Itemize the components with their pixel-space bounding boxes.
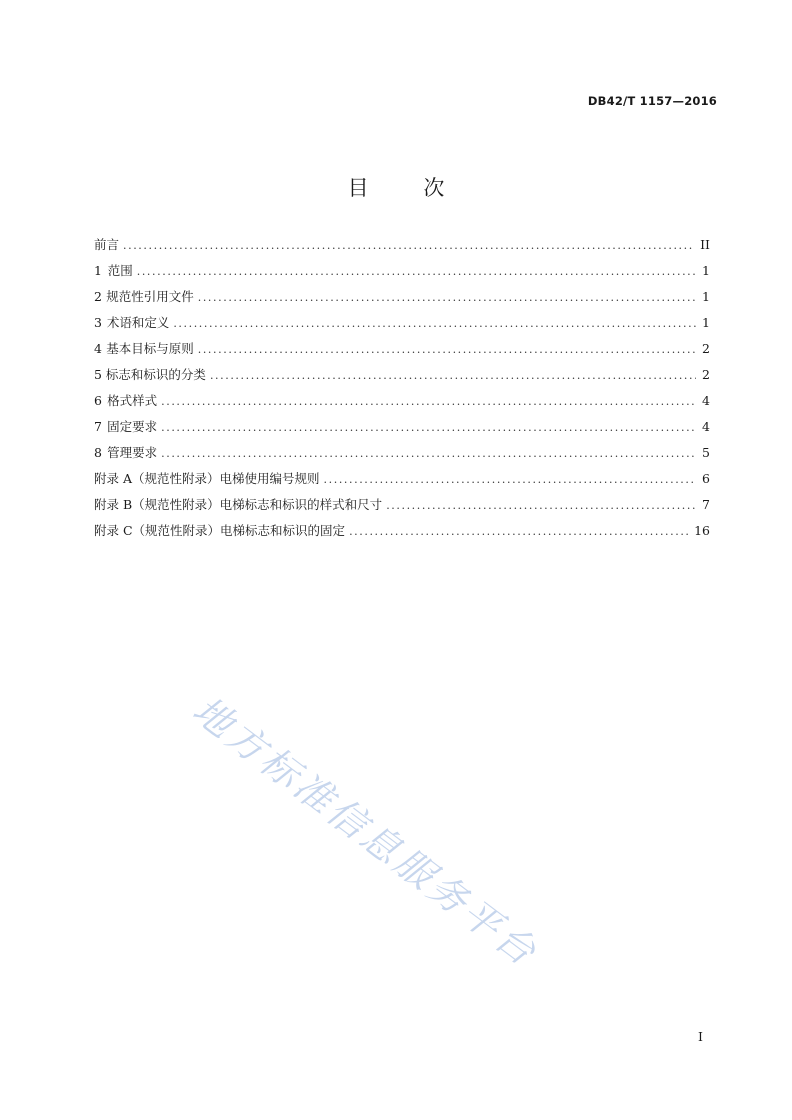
table-of-contents (94, 235, 710, 547)
toc-appendix-prefix: 附录 C（规范性附录） (94, 523, 221, 538)
toc-appendix-prefix: 附录 A（规范性附录） (94, 471, 220, 486)
toc-entry-label: 格式样式 (107, 393, 158, 408)
toc-page-number: 7 (702, 497, 710, 512)
toc-entry-scope[interactable] (94, 261, 710, 287)
dot-leader (198, 291, 696, 304)
toc-page-number: 1 (702, 289, 710, 304)
toc-page-number: 2 (702, 341, 710, 356)
toc-entry-number: 8 (94, 445, 102, 460)
toc-page-number: 2 (702, 367, 710, 382)
toc-entry-appendix-c[interactable] (94, 521, 710, 547)
footer-page-number: I (698, 1029, 703, 1044)
toc-entry-label: 规范性引用文件 (106, 289, 194, 304)
page-title: 目 次 (347, 176, 469, 200)
toc-entry-label: 电梯使用编号规则 (219, 471, 320, 486)
dot-leader (173, 317, 696, 330)
toc-entry-label: 术语和定义 (106, 315, 170, 330)
toc-entry-number: 6 (94, 393, 102, 408)
toc-page-number: 4 (702, 419, 710, 434)
toc-entry-normative-references[interactable] (94, 287, 710, 313)
dot-leader (198, 343, 696, 356)
toc-entry-label: 管理要求 (107, 445, 158, 460)
toc-entry-label: 标志和标识的分类 (105, 367, 206, 382)
toc-entry-number: 1 (94, 263, 102, 278)
dot-leader (210, 369, 696, 382)
toc-entry-number: 5 (94, 367, 102, 382)
toc-entry-label: 固定要求 (107, 419, 158, 434)
toc-entry-fixing[interactable] (94, 417, 710, 443)
dot-leader (123, 239, 694, 252)
toc-appendix-prefix: 附录 B（规范性附录） (94, 497, 220, 512)
watermark: 地方标准信息服务平台 (184, 687, 547, 976)
toc-entry-foreword[interactable] (94, 235, 710, 261)
toc-page-number: 6 (702, 471, 710, 486)
toc-entry-label: 基本目标与原则 (106, 341, 194, 356)
toc-entry-appendix-a[interactable] (94, 469, 710, 495)
toc-entry-terms[interactable] (94, 313, 710, 339)
dot-leader (137, 265, 696, 278)
toc-entry-label: 电梯标志和标识的样式和尺寸 (219, 497, 383, 512)
toc-entry-management[interactable] (94, 443, 710, 469)
toc-page-number: II (700, 237, 710, 252)
dot-leader (161, 395, 696, 408)
toc-page-number: 5 (702, 445, 710, 460)
dot-leader (324, 473, 697, 486)
toc-entry-label: 范围 (107, 263, 133, 278)
toc-page-number: 1 (702, 263, 710, 278)
toc-page-number: 4 (702, 393, 710, 408)
toc-entry-label: 前言 (94, 237, 120, 252)
toc-entry-label: 电梯标志和标识的固定 (220, 523, 346, 538)
toc-entry-number: 2 (94, 289, 102, 304)
toc-entry-number: 7 (94, 419, 102, 434)
toc-page-number: 16 (694, 523, 710, 538)
doc-code: DB42/T 1157—2016 (587, 94, 717, 108)
toc-entry-format[interactable] (94, 391, 710, 417)
toc-entry-number: 3 (94, 315, 102, 330)
dot-leader (161, 447, 696, 460)
toc-entry-principles[interactable] (94, 339, 710, 365)
toc-entry-number: 4 (94, 341, 102, 356)
toc-entry-classification[interactable] (94, 365, 710, 391)
dot-leader (161, 421, 696, 434)
toc-entry-appendix-b[interactable] (94, 495, 710, 521)
toc-page-number: 1 (702, 315, 710, 330)
dot-leader (386, 499, 696, 512)
dot-leader (349, 525, 688, 538)
